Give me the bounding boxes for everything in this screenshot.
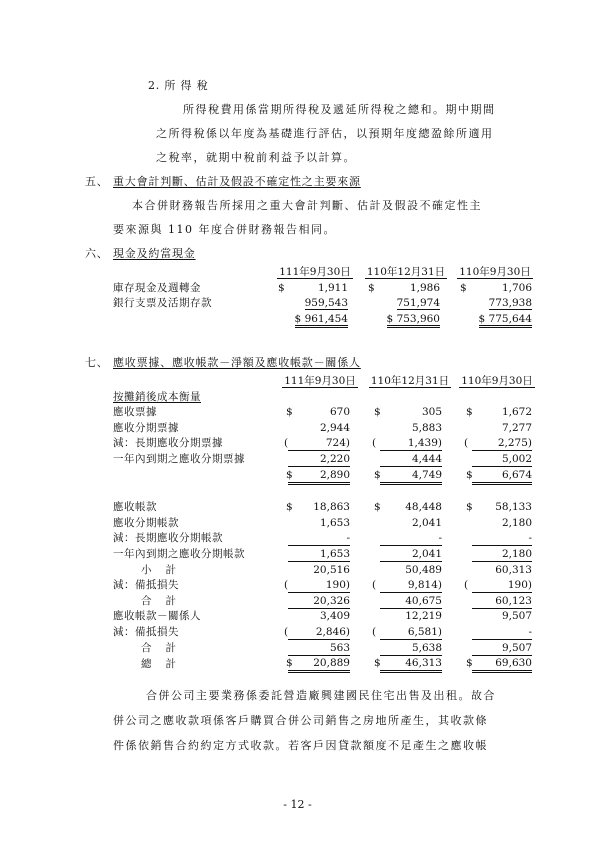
row-label: 應收分期票據 (113, 421, 179, 434)
table-row (113, 516, 538, 532)
table-row (113, 421, 538, 437)
cell-value: 1,653 (319, 516, 350, 529)
closing-line-1: 合併公司主要業務係委託營造廠興建國民住宅出售及出租。故合 (146, 689, 496, 702)
currency-symbol: $ (278, 281, 285, 294)
currency-symbol: $ (466, 406, 473, 419)
cell-value: 5,002 (472, 453, 532, 467)
cell-value: 1,653 (288, 548, 350, 562)
open-paren: ( (372, 625, 377, 638)
income-tax-line-2: 之所得稅係以年度為基礎進行評估，以預期年度總盈餘所適用 (156, 127, 494, 140)
cell-value: 1,439) (380, 437, 442, 451)
cell-value: 7,277 (501, 421, 532, 434)
page-number: - 12 - (283, 798, 312, 811)
income-tax-line-3: 之稅率，就期中稅前利益予以計算。 (156, 151, 356, 164)
open-paren: ( (284, 437, 289, 450)
table-row (113, 641, 538, 657)
cash-table (113, 265, 538, 327)
cell-value: 18,863 (313, 501, 350, 514)
cell-value: 50,489 (405, 563, 442, 576)
cell-value: 959,543 (304, 297, 348, 310)
table-row (113, 500, 538, 516)
section5-line-1: 本合併財務報告所採用之重大會計判斷、估計及假設不確定性主 (132, 199, 482, 212)
cell-value: 670 (329, 406, 350, 419)
currency-symbol: $ (286, 501, 293, 514)
currency-symbol: $ (286, 406, 293, 419)
row-label: 一年內到期之應收分期帳款 (113, 547, 245, 560)
cell-value: 60,313 (495, 563, 532, 576)
row-label: 應收票據 (113, 406, 157, 419)
cell-value: 2,180 (501, 516, 532, 529)
currency-symbol: $ (466, 501, 473, 514)
cell-value: 1,986 (409, 281, 440, 294)
cell-value: 48,448 (405, 501, 442, 514)
cell-value: 6,581) (380, 626, 442, 640)
open-paren: ( (464, 437, 469, 450)
currency-symbol: $ (460, 281, 467, 294)
section6-number: 六、 (85, 247, 109, 260)
table-row (113, 452, 538, 468)
cash-header-2: 110年12月31日 (366, 266, 446, 278)
cell-value: 2,846) (288, 626, 350, 640)
cell-value: 20,516 (313, 563, 350, 576)
cell-value: 751,974 (396, 297, 440, 310)
cell-value: 9,814) (380, 579, 442, 593)
row-label: 按攤銷後成本衡量 (113, 390, 201, 403)
row-label: 合計 (141, 641, 190, 654)
cell-value: 6,674 (472, 469, 532, 485)
table-row (113, 547, 538, 563)
cell-value: 2,041 (380, 548, 442, 562)
closing-line-2: 併公司之應收款項係客戶購買合併公司銷售之房地所產生，其收款條 (113, 714, 488, 727)
cell-value: 305 (421, 406, 442, 419)
section5-line-2: 要來源與 110 年度合併財務報告相同。 (113, 223, 336, 236)
cash-row-label: 庫存現金及週轉金 (113, 281, 201, 294)
currency-symbol: $ (466, 468, 473, 481)
cell-value: 2,944 (319, 421, 350, 434)
cell-value: 20,326 (288, 595, 350, 609)
section5-title: 重大會計判斷、估計及假設不確定性之主要來源 (113, 175, 361, 188)
currency-symbol: $ (374, 501, 381, 514)
cell-value: 4,444 (380, 453, 442, 467)
table-row (113, 578, 538, 594)
row-label: 減：長期應收分期帳款 (113, 532, 223, 545)
row-label: 減：長期應收分期票據 (113, 437, 223, 450)
table-row (113, 609, 538, 625)
cell-value: 190) (472, 579, 532, 593)
currency-symbol: $ (374, 657, 381, 670)
cell-value: 60,123 (472, 595, 532, 609)
row-label: 應收帳款－關係人 (113, 610, 201, 623)
cell-value: 563 (288, 642, 350, 656)
cell-value: 20,889 (288, 657, 350, 673)
currency-symbol: $ (368, 281, 375, 294)
cell-value: - (472, 626, 532, 640)
open-paren: ( (464, 579, 469, 592)
cell-value: 773,938 (488, 297, 532, 310)
table-row (113, 296, 538, 312)
cell-value: 1,672 (501, 406, 532, 419)
table-row (113, 436, 538, 452)
recv-header-1: 111年9月30日 (284, 375, 356, 387)
cell-value: 2,890 (288, 469, 350, 485)
recv-header-3: 110年9月30日 (461, 375, 533, 387)
cell-value: - (472, 532, 532, 546)
recv-header-2: 110年12月31日 (370, 375, 450, 387)
cash-row-label: 銀行支票及活期存款 (113, 297, 212, 310)
cell-value: 1,706 (501, 281, 532, 294)
cell-value: 12,219 (405, 610, 442, 623)
closing-line-3: 件係依銷售合約約定方式收款。若客戶因貸款額度不足產生之應收帳 (113, 739, 488, 752)
row-label: 小計 (141, 563, 190, 576)
currency-symbol: $ (286, 657, 293, 670)
row-label: 減：備抵損失 (113, 579, 179, 592)
table-row (113, 656, 538, 673)
row-label: 應收分期帳款 (113, 516, 179, 529)
cell-value: 9,507 (501, 610, 532, 623)
table-row (113, 312, 538, 328)
cell-value: 58,133 (495, 501, 532, 514)
cash-header-1: 111年9月30日 (279, 266, 351, 278)
cell-value: 190) (288, 579, 350, 593)
cell-value: $ 961,454 (295, 313, 348, 328)
row-label: 合計 (141, 594, 190, 607)
cell-value: 2,220 (288, 453, 350, 467)
table-row (113, 594, 538, 610)
open-paren: ( (372, 579, 377, 592)
cell-value: 2,180 (472, 548, 532, 562)
cell-value: - (288, 532, 350, 546)
cell-value: $ 775,644 (479, 313, 532, 328)
cell-value: 2,041 (411, 516, 442, 529)
receivables-table-header (113, 374, 538, 390)
cell-value: 46,313 (380, 657, 442, 673)
cell-value: 69,630 (472, 657, 532, 673)
table-row (113, 281, 538, 297)
table-row (113, 531, 538, 547)
open-paren: ( (372, 437, 377, 450)
open-paren: ( (284, 625, 289, 638)
row-label: 一年內到期之應收分期票據 (113, 452, 245, 465)
row-label: 總計 (141, 657, 190, 670)
currency-symbol: $ (466, 657, 473, 670)
table-row (113, 468, 538, 485)
cash-header-3: 110年9月30日 (459, 266, 531, 278)
table-row (113, 563, 538, 579)
cell-value: 724) (288, 437, 350, 451)
cell-value: 4,749 (380, 469, 442, 485)
cell-value: $ 753,960 (387, 313, 440, 328)
cell-value: 1,911 (317, 281, 348, 294)
table-row (113, 390, 538, 406)
income-tax-line-1: 所得稅費用係當期所得稅及遞延所得稅之總和。期中期間 (183, 103, 496, 116)
cell-value: 9,507 (472, 642, 532, 656)
section7-number: 七、 (85, 356, 109, 369)
section5-number: 五、 (85, 175, 109, 188)
section6-title: 現金及約當現金 (113, 247, 196, 260)
currency-symbol: $ (374, 468, 381, 481)
cell-value: - (380, 532, 442, 546)
currency-symbol: $ (374, 406, 381, 419)
row-label: 減：備抵損失 (113, 625, 179, 638)
cell-value: 3,409 (319, 610, 350, 623)
currency-symbol: $ (286, 468, 293, 481)
open-paren: ( (284, 579, 289, 592)
table-row (113, 405, 538, 421)
table-row (113, 485, 538, 501)
cell-value: 2,275) (472, 437, 532, 451)
row-label: 應收帳款 (113, 501, 157, 514)
income-tax-heading: 2. 所 得 稅 (148, 79, 209, 92)
cell-value: 5,883 (411, 421, 442, 434)
cell-value: 40,675 (380, 595, 442, 609)
section7-title: 應收票據、應收帳款－淨額及應收帳款－關係人 (113, 356, 361, 369)
table-row (113, 625, 538, 641)
cash-table-header (113, 265, 538, 281)
cell-value: 5,638 (380, 642, 442, 656)
receivables-table (113, 374, 538, 673)
